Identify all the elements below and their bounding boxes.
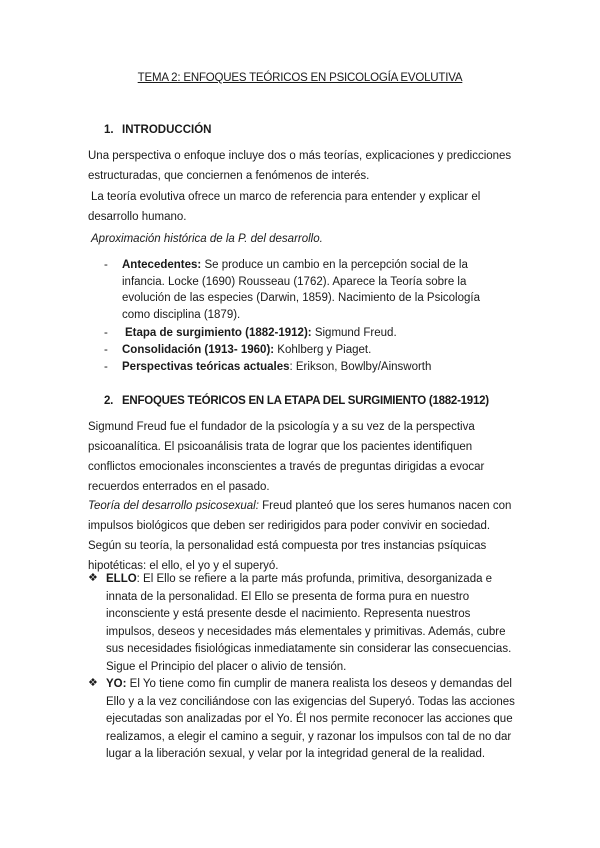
bullet-label: Perspectivas teóricas actuales xyxy=(122,361,290,373)
freud-paragraph: Sigmund Freud fue el fundador de la psicología y a su vez de la perspectiva psicoanalítica. El psicoanálisis trata de lograr que los pacientes identifiquen conflictos emocionales inconscientes a través de preguntas dirigidas a evocar recuerdos enterrados en el pasado. xyxy=(88,421,485,493)
diamond-bullet-icon: ❖ xyxy=(88,572,98,584)
intro-paragraph-2: La teoría evolutiva ofrece un marco de referencia para entender y explicar el desarrollo humano. xyxy=(88,191,481,223)
bullet-label: Antecedentes: xyxy=(122,259,202,271)
bullet-label: Etapa de surgimiento (1882-1912): xyxy=(125,327,312,339)
section-1-heading xyxy=(104,124,211,136)
bullet-consolidacion xyxy=(104,342,504,359)
dash-marker: - xyxy=(104,344,108,356)
page-title: TEMA 2: ENFOQUES TEÓRICOS EN PSICOLOGÍA EVOLUTIVA xyxy=(137,72,463,84)
item-text: El Yo tiene como fin cumplir de manera realista los deseos y demandas del Ello y a la vez conciliándose con las exigencias del Superyó. Todas las acciones ejecutadas son analizadas por el Yo. Él nos permite reconocer las acciones que realizamos, a elegir el camino a seguir, y razonar los impulsos con tal de no dar lugar a la liberación sexual, y velar por la integridad general de la realidad. xyxy=(106,678,515,760)
dash-marker: - xyxy=(104,327,108,339)
list-item-yo xyxy=(88,676,528,766)
psychosexual-theory-text: Freud planteó que los seres humanos nacen con impulsos biológicos que deben ser redirigidos para poder convivir en sociedad. Según su teoría, la personalidad está compuesta por tres instancias psíquicas hipotéticas: el ello, el yo y el superyó. xyxy=(88,500,512,572)
bullet-text: Sigmund Freud. xyxy=(311,327,397,339)
section-1-number: 1. xyxy=(104,124,114,136)
bullet-surgimiento xyxy=(104,325,504,342)
item-label: ELLO xyxy=(106,573,137,585)
bullet-perspectivas xyxy=(104,359,504,376)
diamond-bullet-icon: ❖ xyxy=(88,677,98,689)
historical-subheading: Aproximación histórica de la P. del desarrollo. xyxy=(91,233,323,245)
section-1-title: INTRODUCCIÓN xyxy=(122,124,212,136)
section-2-number: 2. xyxy=(104,395,114,407)
item-text: : El Ello se refiere a la parte más profunda, primitiva, desorganizada e innata de la personalidad. El Ello se presenta de forma pura en nuestro inconsciente y está presente desde el nacimiento. Representa nuestros impulsos, deseos y necesidades más elementales y primitivas. Además, cubre sus necesidades fisiológicas inmediatamente sin considerar las consecuencias. Sigue el Principio del placer o alivio de tensión. xyxy=(106,573,512,673)
dash-marker: - xyxy=(104,259,108,271)
section-2-title: ENFOQUES TEÓRICOS EN LA ETAPA DEL SURGIMIENTO (1882-1912) xyxy=(122,395,489,407)
bullet-antecedentes xyxy=(104,257,504,325)
item-label: YO: xyxy=(106,678,127,690)
psychosexual-theory-label: Teoría del desarrollo psicosexual: xyxy=(88,500,259,512)
list-item-ello xyxy=(88,571,528,676)
intro-paragraph-1: Una perspectiva o enfoque incluye dos o más teorías, explicaciones y predicciones estructuradas, que conciernen a fenómenos de interés. xyxy=(88,150,512,182)
bullet-text: Kohlberg y Piaget. xyxy=(274,344,372,356)
bullet-text: Se produce un cambio en la percepción social de la infancia. Locke (1690) Rousseau (1762). Aparece la Teoría sobre la evolución de las especies (Darwin, 1859). Nacimiento de la Psicología como disciplina (1879). xyxy=(122,259,480,321)
bullet-text: : Erikson, Bowlby/Ainsworth xyxy=(289,361,432,373)
dash-marker: - xyxy=(104,361,108,373)
psychosexual-paragraph xyxy=(88,496,523,576)
section-2-heading xyxy=(104,395,489,407)
bullet-label: Consolidación (1913- 1960): xyxy=(122,344,275,356)
